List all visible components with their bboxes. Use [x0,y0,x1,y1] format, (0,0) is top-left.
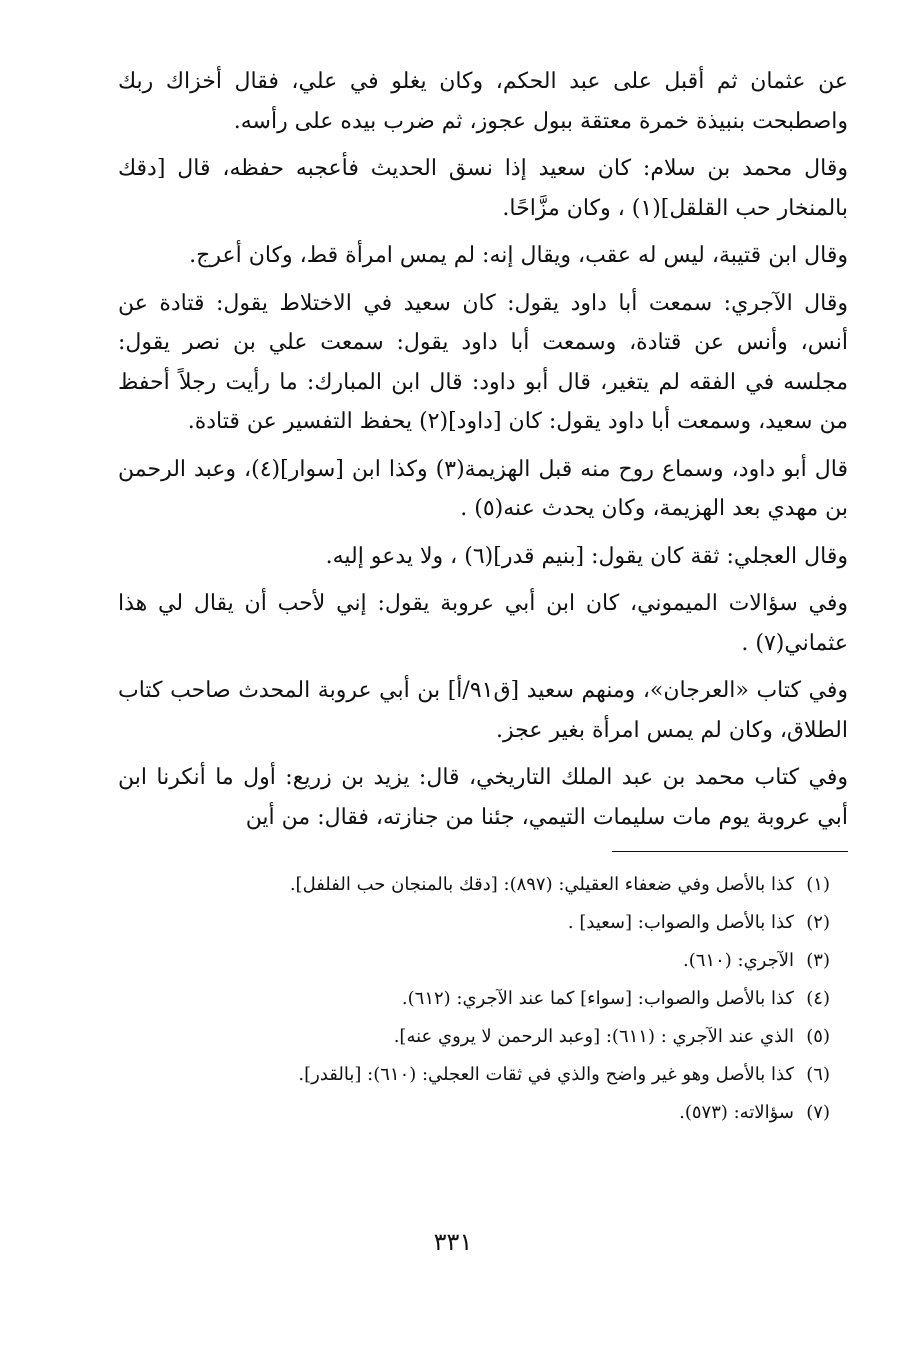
paragraph-2: وقال محمد بن سلام: كان سعيد إذا نسق الحديث فأعجبه حفظه، قال [دقك بالمنخار حب القلقل](١) ، وكان مزَّاحًا. [118,156,848,221]
paragraph-5: قال أبو داود، وسماع روح منه قبل الهزيمة(٣) وكذا ابن [سوار](٤)، وعبد الرحمن بن مهدي بعد الهزيمة، وكان يحدث عنه(٥) . [118,456,848,521]
footnote-number: (٢) [806,912,830,933]
footnote-divider [612,851,848,852]
footnote-1 [118,866,848,904]
footnote-text: كذا بالأصل والصواب: [سواء] كما عند الآجري: (٦١٢). [401,988,794,1009]
paragraph-1: عن عثمان ثم أقبل على عبد الحكم، وكان يغلو في علي، فقال أخزاك ربك واصطبحت بنبيذة خمرة معتقة ببول عجوز، ثم ضرب بيده على رأسه. [118,69,848,134]
footnote-number: (٣) [806,950,830,971]
footnote-number: (٧) [806,1102,830,1123]
paragraph-7: وفي سؤالات الميموني، كان ابن أبي عروبة يقول: إني لأحب أن يقال لي هذا عثماني(٧) . [118,591,848,656]
footnote-7 [118,1094,848,1132]
footnote-number: (٦) [806,1064,830,1085]
footnote-number: (٥) [806,1026,830,1047]
paragraph-6: وقال العجلي: ثقة كان يقول: [بنيم قدر](٦) ، ولا يدعو إليه. [325,543,848,569]
footnote-text: كذا بالأصل والصواب: [سعيد] . [567,912,794,933]
book-page [118,62,848,1292]
footnote-4 [118,980,848,1018]
footnote-number: (٤) [806,988,830,1009]
paragraph-3: وقال ابن قتيبة، ليس له عقب، ويقال إنه: لم يمس امرأة قط، وكان أعرج. [189,243,848,268]
paragraph-9: وفي كتاب محمد بن عبد الملك التاريخي، قال: يزيد بن زريع: أول ما أنكرنا ابن أبي عروبة يوم مات سليمات التيمي، جئنا من جنازته، فقال: من أين [118,765,848,830]
footnote-text: سؤالاته: (٥٧٣). [679,1102,794,1123]
footnotes [118,866,848,1132]
paragraph-4: وقال الآجري: سمعت أبا داود يقول: كان سعيد في الاختلاط يقول: قتادة عن أنس، وأنس عن قتادة، وسمعت أبا داود يقول: سمعت علي بن نصر يقول: مجلسه في الفقه لم يتغير، قال أبو داود: قال ابن المبارك: ما رأيت رجلاً أحفظ من سعيد، وسمعت أبا داود يقول: كان [داود](٢) يحفظ التفسير عن قتادة. [118,290,848,434]
footnote-text: الذي عند الآجري : (٦١١): [وعبد الرحمن لا يروي عنه]. [393,1026,794,1047]
footnote-5 [118,1018,848,1056]
footnote-2 [118,904,848,942]
footnote-text: الآجري: (٦١٠). [683,950,794,971]
footnote-text: كذا بالأصل وفي ضعفاء العقيلي: (٨٩٧): [دقك بالمنجان حب الفلفل]. [289,874,794,895]
page-number: ٣٣١ [433,1228,473,1256]
footnote-number: (١) [806,874,830,895]
main-text [118,62,848,837]
footnote-6 [118,1056,848,1094]
footnote-text: كذا بالأصل وهو غير واضح والذي في ثقات العجلي: (٦١٠): [بالقدر]. [298,1064,794,1085]
paragraph-8: وفي كتاب «العرجان»، ومنهم سعيد [ق٩١/أ] بن أبي عروبة المحدث صاحب كتاب الطلاق، وكان لم يمس امرأة بغير عجز. [118,678,848,743]
footnote-3 [118,942,848,980]
